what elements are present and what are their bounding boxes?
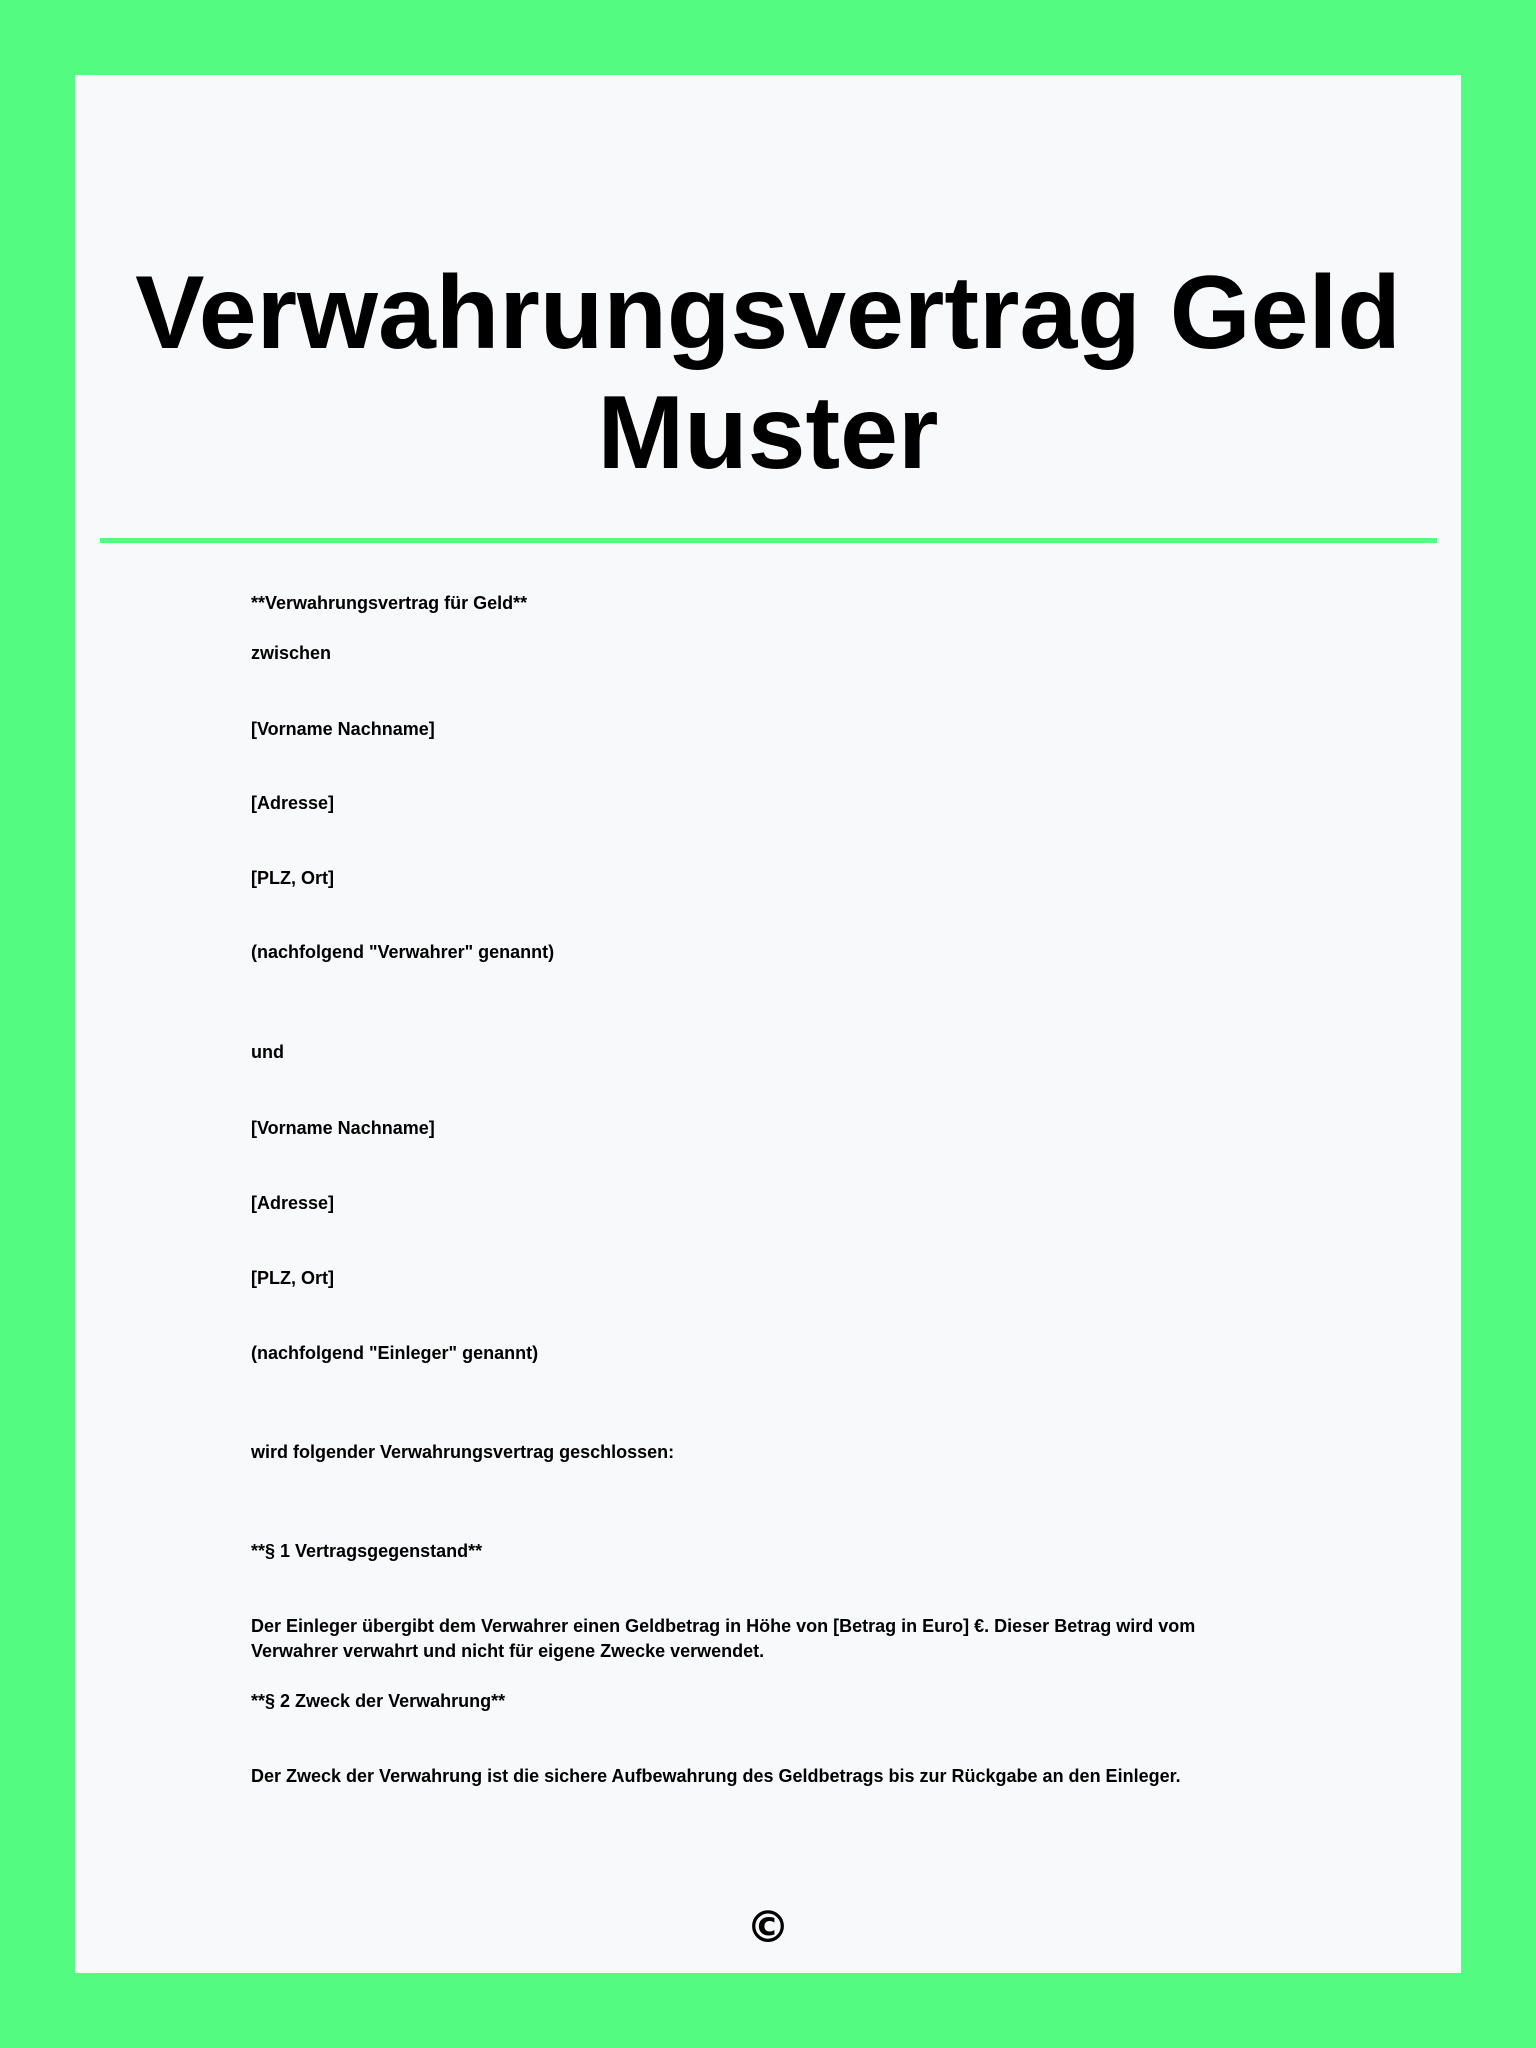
document-body	[75, 75, 1461, 1973]
section-1-text: Der Einleger übergibt dem Verwahrer einen Geldbetrag in Höhe von [Betrag in Euro] €. Dieser Betrag wird vom Verwahrer verwahrt und nicht für eigene Zwecke verwendet.	[251, 1616, 1196, 1661]
party1-role: (nachfolgend "Verwahrer" genannt)	[251, 942, 555, 962]
party2-role: (nachfolgend "Einleger" genannt)	[251, 1343, 539, 1363]
party1-city: [PLZ, Ort]	[251, 868, 334, 888]
contract-heading: **Verwahrungsvertrag für Geld**	[251, 593, 528, 613]
document-page	[75, 75, 1461, 1973]
intro-text: wird folgender Verwahrungsvertrag geschlossen:	[251, 1442, 675, 1462]
title-line-1: Verwahrungsvertrag Geld	[135, 255, 1401, 371]
section-1-heading: **§ 1 Vertragsgegenstand**	[251, 1541, 483, 1561]
party2-name: [Vorname Nachname]	[251, 1118, 435, 1138]
party1-address: [Adresse]	[251, 793, 335, 813]
section-2-heading: **§ 2 Zweck der Verwahrung**	[251, 1691, 506, 1711]
and-label: und	[251, 1042, 284, 1062]
title-line-2: Muster	[597, 375, 939, 491]
between-label: zwischen	[251, 643, 332, 663]
section-2-text: Der Zweck der Verwahrung ist die sichere Aufbewahrung des Geldbetrags bis zur Rückgabe an den Einleger.	[251, 1766, 1181, 1786]
party2-address: [Adresse]	[251, 1193, 335, 1213]
party1-name: [Vorname Nachname]	[251, 719, 435, 739]
party2-city: [PLZ, Ort]	[251, 1268, 334, 1288]
copyright-icon: ©	[746, 1902, 790, 1953]
